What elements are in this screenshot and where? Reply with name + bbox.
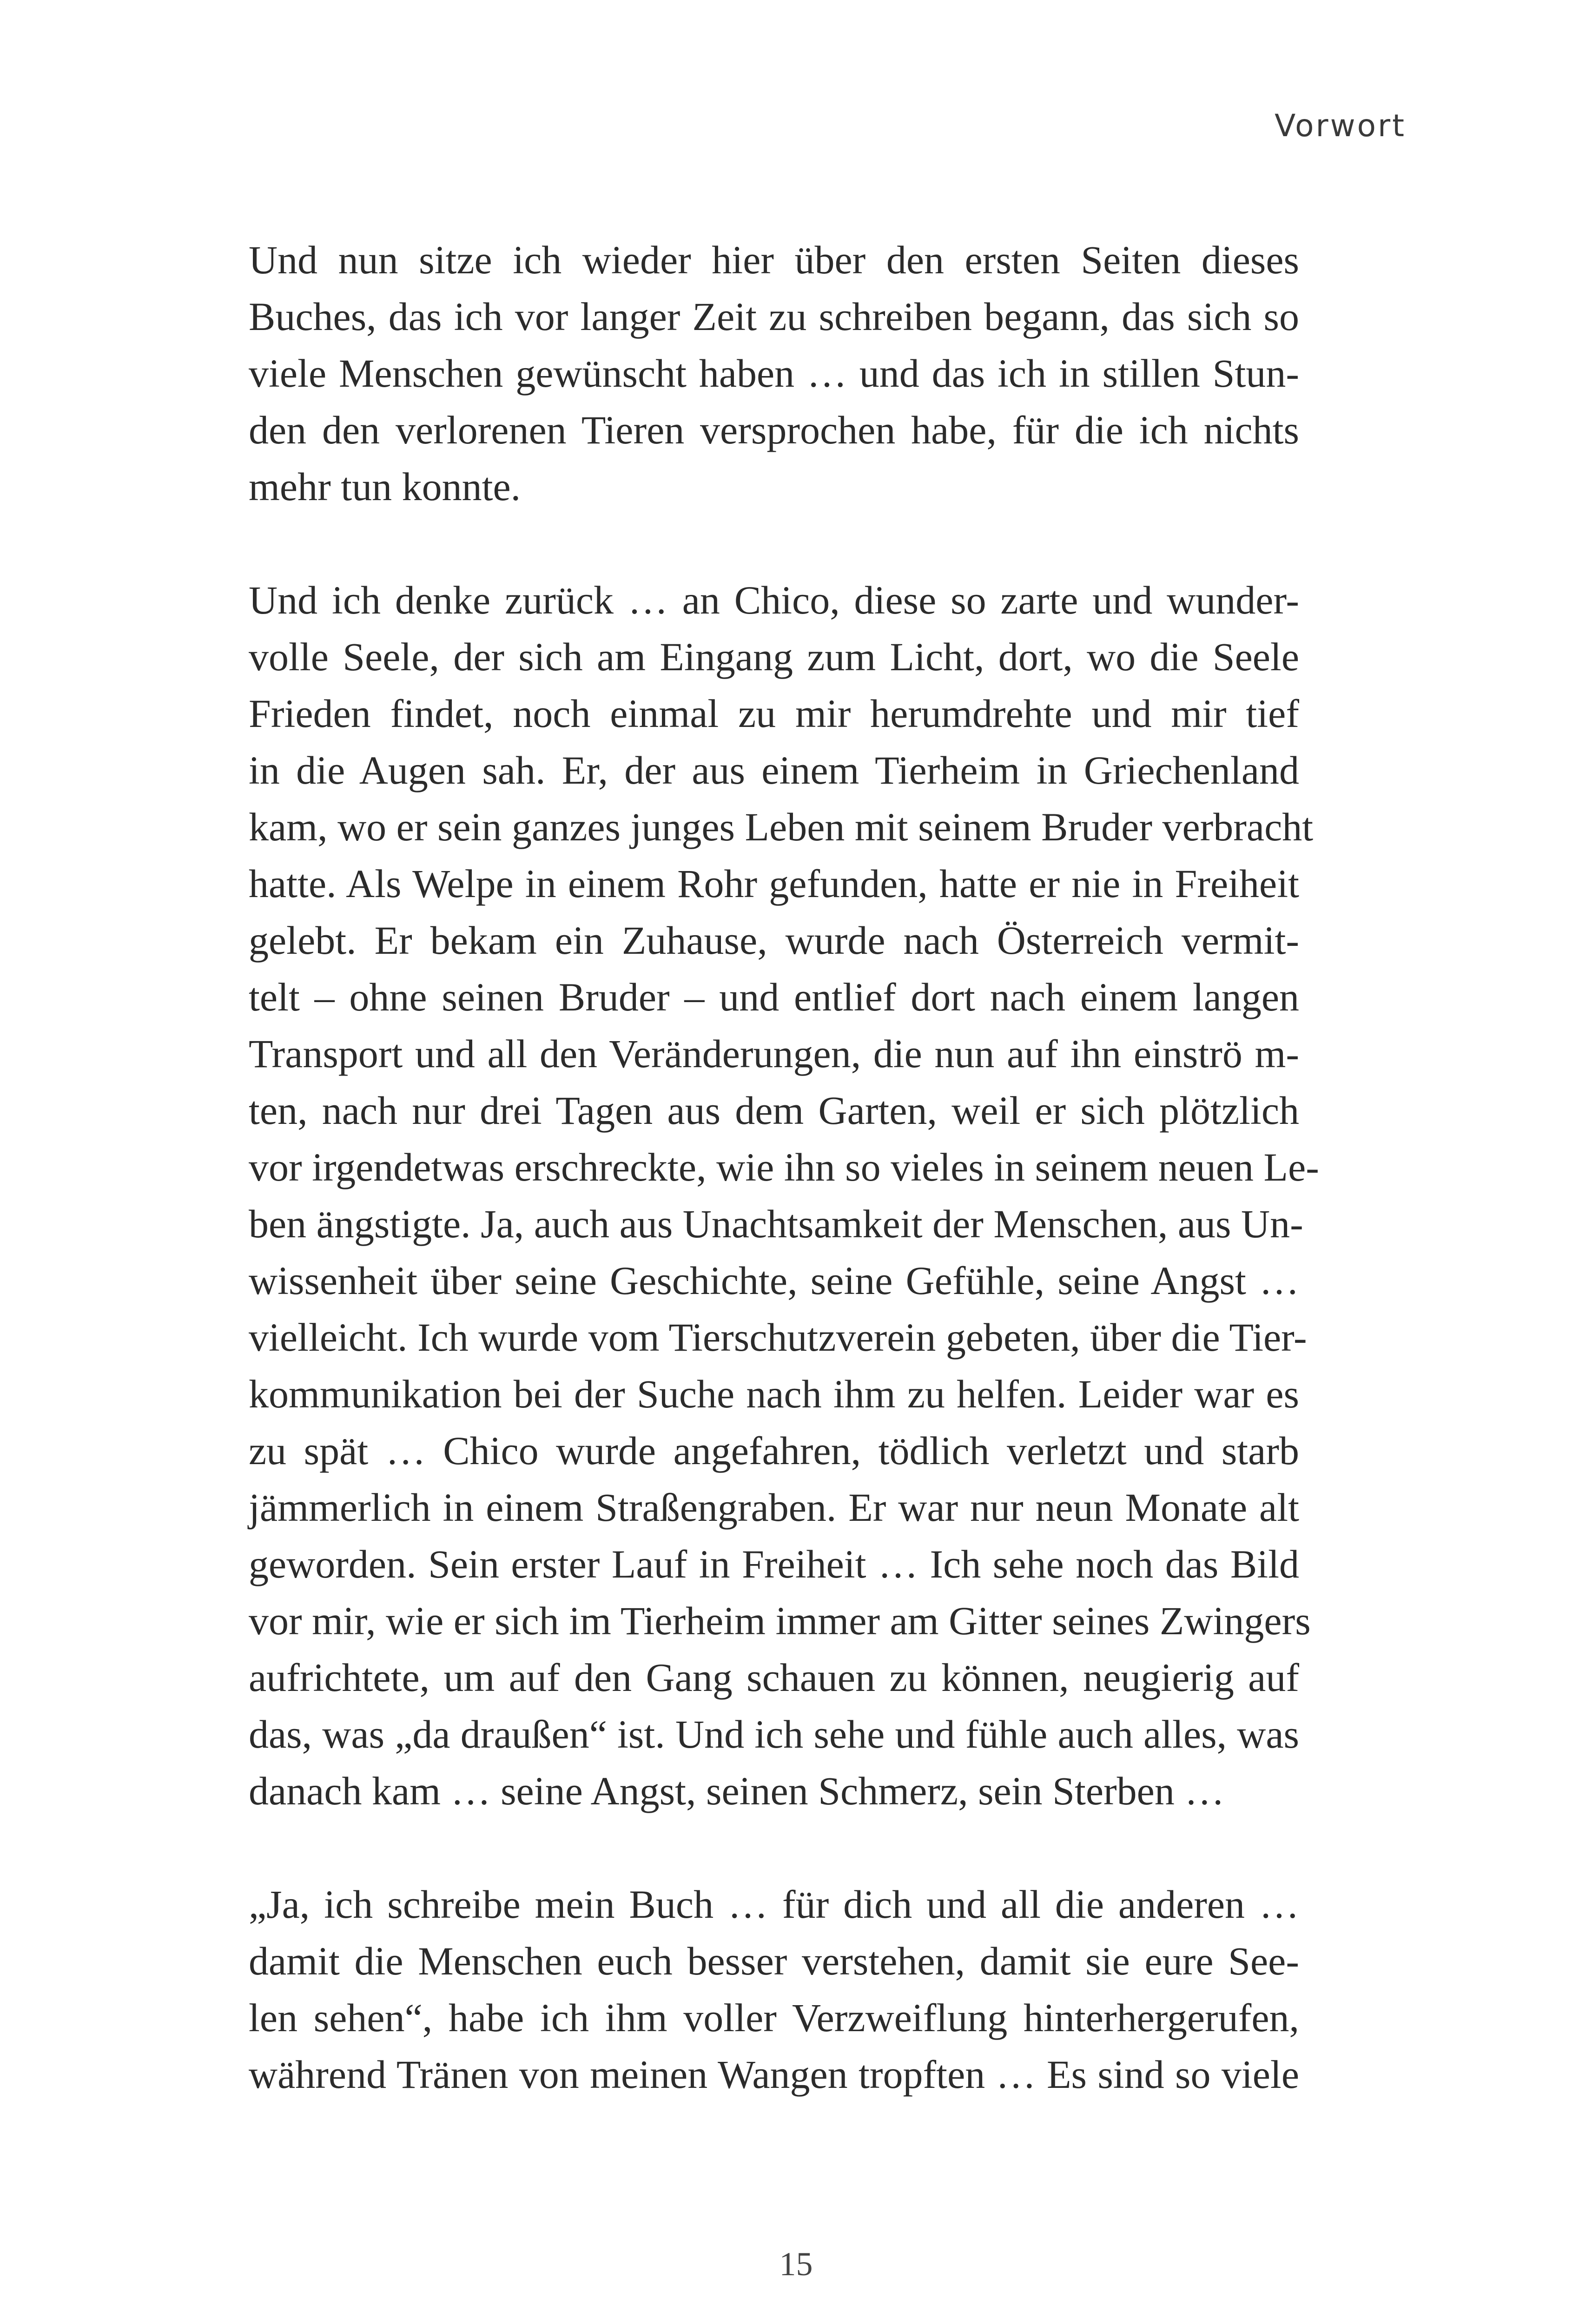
running-head: Vorwort	[1275, 108, 1406, 144]
text-line: in die Augen sah. Er, der aus einem Tierheim in Griechenland	[249, 748, 1299, 792]
text-line: hatte. Als Welpe in einem Rohr gefunden, hatte er nie in Freiheit	[249, 861, 1299, 906]
text-line: mehr tun konnte.	[249, 464, 521, 509]
text-line: Buches, das ich vor langer Zeit zu schreiben begann, das sich so	[249, 294, 1299, 339]
text-line: len sehen“, habe ich ihm voller Verzweiflung hinterhergerufen,	[249, 1995, 1299, 2040]
paragraph	[249, 572, 1319, 1819]
text-line: Transport und all den Veränderungen, die nun auf ihn einströ m-	[249, 1031, 1299, 1076]
text-line: Und ich denke zurück … an Chico, diese so zarte und wunder-	[249, 578, 1299, 622]
text-line: Und nun sitze ich wieder hier über den ersten Seiten dieses	[249, 238, 1299, 282]
paragraph	[249, 231, 1299, 515]
text-line: vor mir, wie er sich im Tierheim immer am Gitter seines Zwingers	[249, 1598, 1311, 1643]
text-line: vielleicht. Ich wurde vom Tierschutzverein gebeten, über die Tier-	[249, 1315, 1307, 1360]
text-line: zu spät … Chico wurde angefahren, tödlich verletzt und starb	[249, 1428, 1299, 1473]
text-line: wissenheit über seine Geschichte, seine Gefühle, seine Angst …	[249, 1258, 1299, 1303]
text-line: kommunikation bei der Suche nach ihm zu helfen. Leider war es	[249, 1372, 1299, 1416]
text-line: ben ängstigte. Ja, auch aus Unachtsamkeit der Menschen, aus Un-	[249, 1202, 1303, 1246]
text-line: geworden. Sein erster Lauf in Freiheit … Ich sehe noch das Bild	[249, 1542, 1299, 1586]
text-line: kam, wo er sein ganzes junges Leben mit seinem Bruder verbracht	[249, 805, 1314, 849]
text-line: volle Seele, der sich am Eingang zum Licht, dort, wo die Seele	[249, 634, 1299, 679]
text-line: jämmerlich in einem Straßengraben. Er war nur neun Monate alt	[249, 1485, 1299, 1530]
page-number: 15	[779, 2245, 813, 2283]
text-line: danach kam … seine Angst, seinen Schmerz, sein Sterben …	[249, 1769, 1225, 1813]
text-line: „Ja, ich schreibe mein Buch … für dich und all die anderen …	[249, 1882, 1299, 1927]
text-line: vor irgendetwas erschreckte, wie ihn so vieles in seinem neuen Le-	[249, 1145, 1319, 1189]
body-text	[249, 231, 1319, 2103]
text-line: den den verlorenen Tieren versprochen habe, für die ich nichts	[249, 408, 1299, 452]
text-line: viele Menschen gewünscht haben … und das ich in stillen Stun-	[249, 351, 1299, 396]
paragraph	[249, 1876, 1299, 2103]
text-line: damit die Menschen euch besser verstehen, damit sie eure See-	[249, 1939, 1299, 1983]
text-line: während Tränen von meinen Wangen tropften … Es sind so viele	[249, 2052, 1299, 2097]
text-line: ten, nach nur drei Tagen aus dem Garten, weil er sich plötzlich	[249, 1088, 1299, 1133]
text-line: gelebt. Er bekam ein Zuhause, wurde nach Österreich vermit-	[249, 918, 1299, 963]
text-line: aufrichtete, um auf den Gang schauen zu können, neugierig auf	[249, 1655, 1299, 1700]
text-line: Frieden findet, noch einmal zu mir herumdrehte und mir tief	[249, 691, 1299, 736]
text-line: telt – ohne seinen Bruder – und entlief dort nach einem langen	[249, 975, 1299, 1019]
text-line: das, was „da draußen“ ist. Und ich sehe und fühle auch alles, was	[249, 1712, 1299, 1756]
